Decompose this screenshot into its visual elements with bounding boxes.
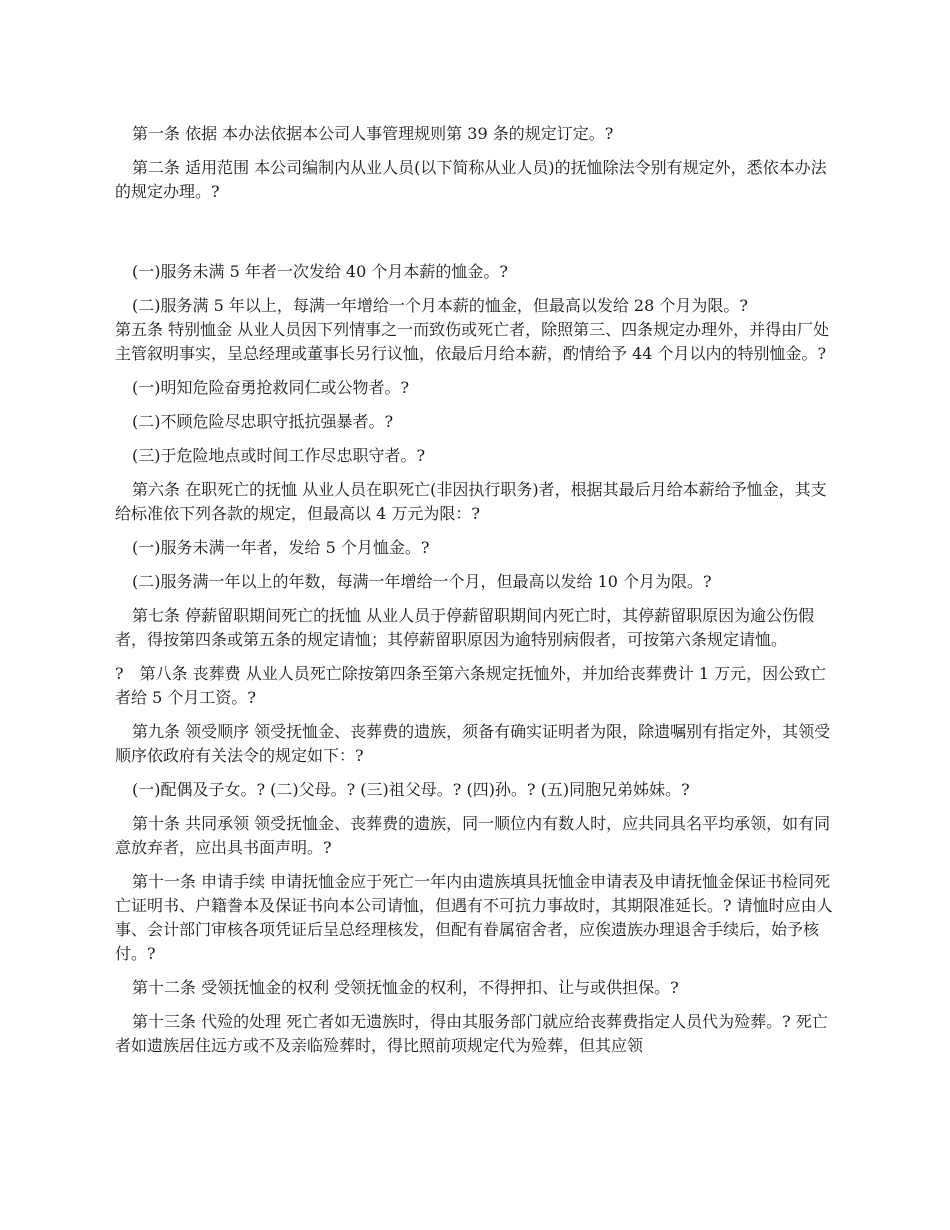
article-4-item-1: (一)服务未满 5 年者一次发给 40 个月本薪的恤金。? (132, 262, 508, 281)
article-5: 第五条 特别恤金 从业人员因下列情事之一而致伤或死亡者，除照第三、四条规定办理外，并得由厂处主管叙明事实，呈总经理或董事长另行议恤，依最后月给本薪，酌情给予 44 个月以内的特别恤金。? (115, 320, 830, 363)
article-9: 第九条 领受顺序 领受抚恤金、丧葬费的遗族，须备有确实证明者为限，除遗嘱别有指定外，其领受顺序依政府有关法令的规定如下：? (115, 722, 831, 765)
document-page (115, 122, 840, 1068)
article-12: 第十二条 受领抚恤金的权利 受领抚恤金的权利，不得押扣、让与或供担保。? (132, 978, 679, 997)
article-5-item-3: (三)于危险地点或时间工作尽忠职守者。? (132, 446, 426, 465)
blank-space (115, 214, 840, 260)
article-7: 第七条 停薪留职期间死亡的抚恤 从业人员于停薪留职期间内死亡时，其停薪留职原因为逾公伤假者，得按第四条或第五条的规定请恤；其停薪留职原因为逾特别病假者，可按第六条规定请恤。 (115, 606, 815, 649)
article-5-item-2: (二)不顾危险尽忠职守抵抗强暴者。? (132, 412, 394, 431)
article-6: 第六条 在职死亡的抚恤 从业人员在职死亡(非因执行职务)者，根据其最后月给本薪给予恤金，其支给标准依下列各款的规定，但最高以 4 万元为限：? (115, 480, 827, 523)
article-10: 第十条 共同承领 领受抚恤金、丧葬费的遗族，同一顺位内有数人时，应共同具名平均承领，如有同意放弃者，应出具书面声明。? (115, 814, 831, 857)
article-8: ? 第八条 丧葬费 从业人员死亡除按第四条至第六条规定抚恤外，并加给丧葬费计 1 万元，因公致亡者给 5 个月工资。? (115, 664, 827, 707)
article-9-items: (一)配偶及子女。? (二)父母。? (三)祖父母。? (四)孙。? (五)同胞兄弟姊妹。? (132, 780, 690, 799)
article-4-item-2: (二)服务满 5 年以上，每满一年增给一个月本薪的恤金，但最高以发给 28 个月为限。? (132, 296, 748, 315)
article-6-item-2: (二)服务满一年以上的年数，每满一年增给一个月，但最高以发给 10 个月为限。? (132, 572, 712, 591)
article-2: 第二条 适用范围 本公司编制内从业人员(以下简称从业人员)的抚恤除法令别有规定外，悉依本办法的规定办理。? (115, 158, 827, 201)
article-11: 第十一条 申请手续 申请抚恤金应于死亡一年内由遗族填具抚恤金申请表及申请抚恤金保证书检同死亡证明书、户籍誊本及保证书向本公司请恤，但遇有不可抗力事故时，其期限准延长。? 请恤时应由人事、会计部门审核各项凭证后呈总经理核发，但配有眷属宿舍者，应俟遗族办理退舍手续后，始予核付。? (115, 872, 833, 963)
article-1: 第一条 依据 本办法依据本公司人事管理规则第 39 条的规定订定。? (132, 124, 614, 143)
article-6-item-1: (一)服务未满一年者，发给 5 个月恤金。? (132, 538, 430, 557)
article-5-item-1: (一)明知危险奋勇抢救同仁或公物者。? (132, 378, 410, 397)
article-13: 第十三条 代殓的处理 死亡者如无遗族时，得由其服务部门就应给丧葬费指定人员代为殓葬。? 死亡者如遗族居住远方或不及亲临殓葬时，得比照前项规定代为殓葬，但其应领 (115, 1012, 828, 1055)
